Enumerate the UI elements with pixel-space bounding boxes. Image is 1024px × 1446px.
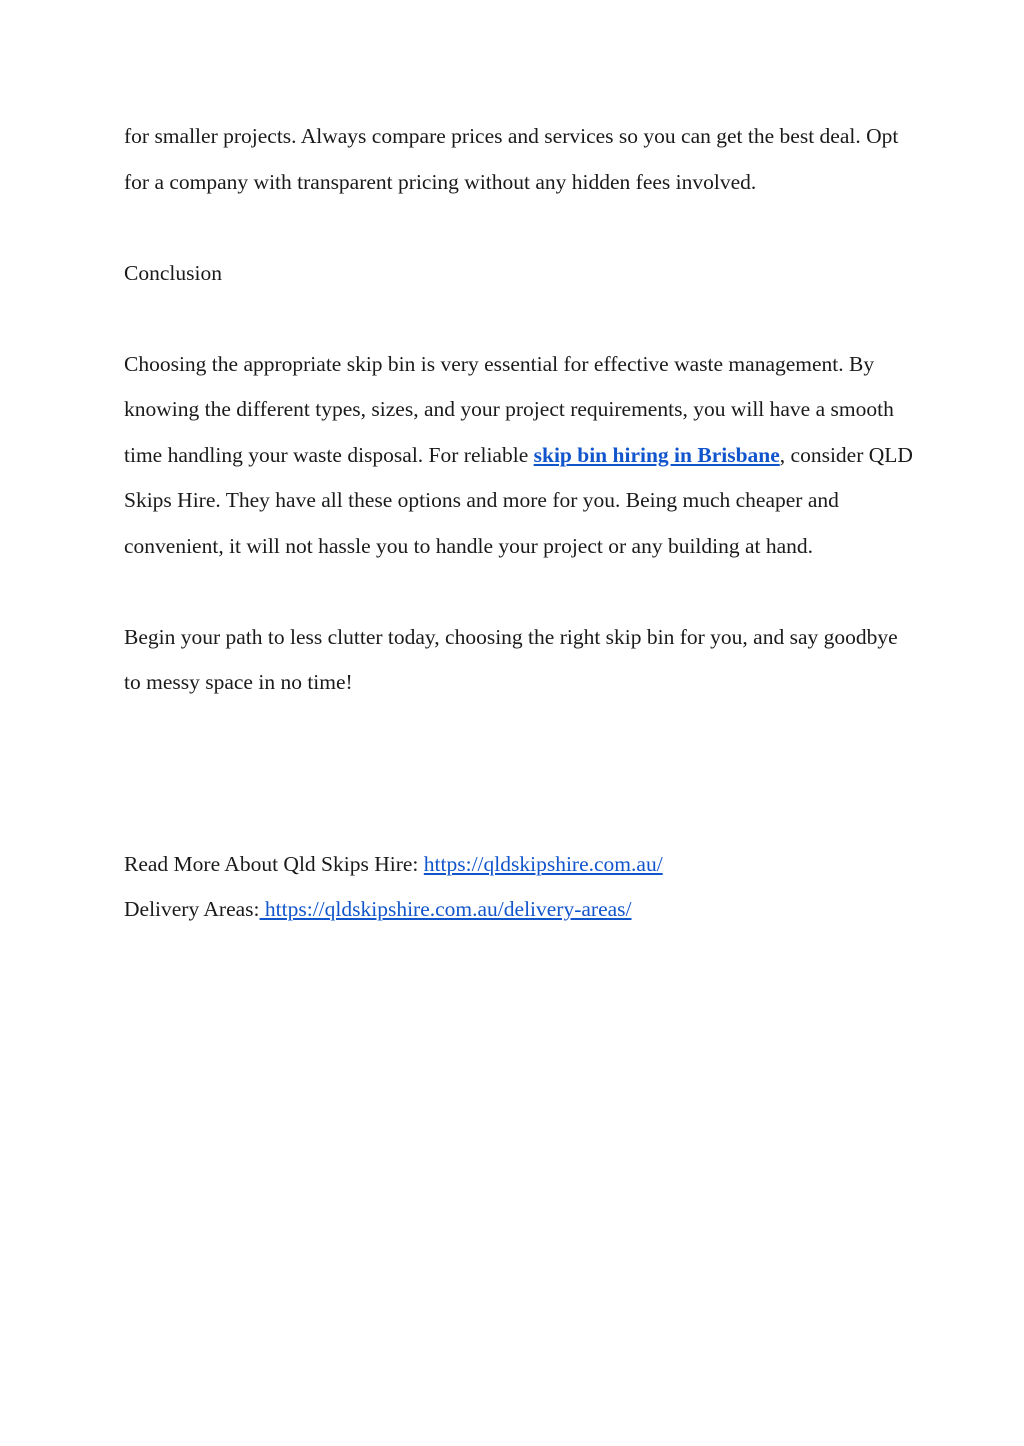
read-more-line (124, 842, 914, 888)
conclusion-text-after-link: , consider QLD Skips Hire. They have all these options and more for you. Being much cheaper and convenient, it will not hassle you to handle your project or any building at hand. (124, 442, 913, 558)
conclusion-text-before-link: Choosing the appropriate skip bin is very essential for effective waste management. By knowing the different types, sizes, and your project requirements, you will have a smooth time handling your waste disposal. For reliable (124, 351, 894, 467)
skip-bin-hiring-link[interactable]: skip bin hiring in Brisbane (533, 442, 780, 467)
closing-paragraph: Begin your path to less clutter today, choosing the right skip bin for you, and say goodbye to messy space in no time! (124, 624, 898, 694)
delivery-areas-line (124, 887, 914, 933)
spacer (124, 706, 914, 842)
document-body (124, 114, 914, 933)
conclusion-paragraph (124, 342, 914, 570)
spacer (124, 205, 914, 251)
spacer (124, 569, 914, 615)
spacer (124, 296, 914, 342)
delivery-areas-link[interactable]: https://qldskipshire.com.au/delivery-areas/ (259, 897, 632, 921)
conclusion-heading: Conclusion (124, 260, 222, 285)
delivery-areas-label: Delivery Areas: (124, 897, 260, 921)
homepage-link[interactable]: https://qldskipshire.com.au/ (423, 851, 663, 876)
intro-paragraph: for smaller projects. Always compare prices and services so you can get the best deal. Opt for a company with transparent pricing without any hidden fees involved. (124, 124, 899, 194)
read-more-label: Read More About Qld Skips Hire: (124, 851, 424, 876)
